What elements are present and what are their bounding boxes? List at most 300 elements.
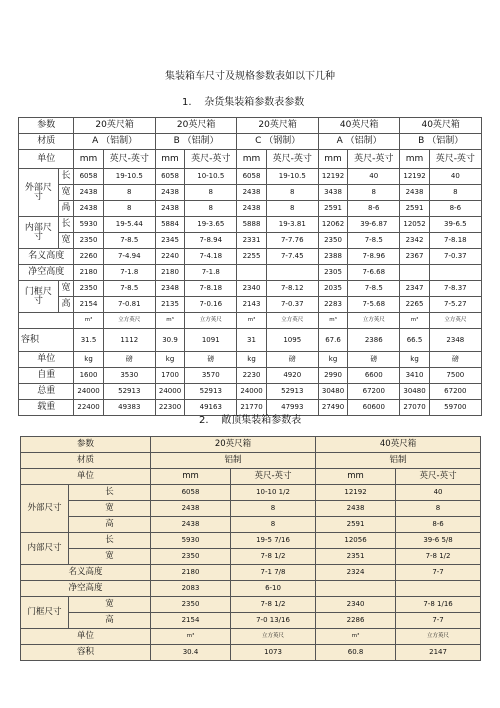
cell: 24000: [74, 384, 103, 400]
unit-cell: mm: [155, 150, 184, 169]
table-row: [19, 201, 482, 217]
general-container-table: [18, 117, 482, 416]
section-heading-1: [182, 93, 304, 108]
cell: 8: [429, 185, 481, 201]
inner-size-label: 内部尺寸: [21, 533, 69, 565]
height-label: 高: [69, 613, 151, 629]
cell: 6058: [155, 169, 184, 185]
cell: 66.5: [400, 329, 429, 352]
cell: 2180: [74, 265, 103, 281]
cell: 7-7.76: [266, 233, 318, 249]
cell: 40: [429, 169, 481, 185]
cell: 2351: [316, 549, 396, 565]
unit-cell: m³: [316, 629, 396, 645]
column-header: 20英尺箱: [74, 118, 156, 134]
unit-cell: m³: [400, 313, 429, 329]
table-row: [21, 517, 481, 533]
unit-cell: mm: [316, 469, 396, 485]
unit-cell: 英尺-英寸: [185, 150, 237, 169]
cell: 2324: [316, 565, 396, 581]
cell: 2438: [237, 185, 266, 201]
cell: 7-7: [396, 613, 481, 629]
cell: 5930: [151, 533, 231, 549]
cell: 2180: [155, 265, 184, 281]
table-row: [19, 368, 482, 384]
cell: 2591: [318, 201, 347, 217]
cell: [266, 265, 318, 281]
cell: 8-6: [348, 201, 400, 217]
unit-cell: kg: [400, 352, 429, 368]
cell: 2143: [237, 297, 266, 313]
cell: 7-0.37: [429, 249, 481, 265]
unit-cell: 磅: [348, 352, 400, 368]
cell: 2350: [151, 597, 231, 613]
unit-cell: 立方英尺: [185, 313, 237, 329]
cell: 8: [185, 185, 237, 201]
cell: 60600: [348, 400, 400, 416]
outer-size-label: 外部尺寸: [21, 485, 69, 533]
unit-cell: 英尺-英寸: [231, 469, 316, 485]
volume-label: 容积: [21, 645, 151, 661]
cell: 7-1.8: [185, 265, 237, 281]
cell: 12056: [316, 533, 396, 549]
cell: 2347: [400, 281, 429, 297]
cell: 7-8 1/2: [231, 597, 316, 613]
unit-cell: kg: [237, 352, 266, 368]
cell: 39-6.5: [429, 217, 481, 233]
section-heading-2: [199, 411, 301, 426]
inner-size-label-line1: 内部尺: [24, 222, 52, 233]
unit-cell: 英尺-英寸: [396, 469, 481, 485]
cell: 52913: [103, 384, 155, 400]
cell: 2342: [400, 233, 429, 249]
cell: 8: [396, 501, 481, 517]
cell: 8: [103, 201, 155, 217]
cell: 30.4: [151, 645, 231, 661]
cell: 7-8.18: [185, 281, 237, 297]
cell: 8: [231, 517, 316, 533]
cell: 2240: [155, 249, 184, 265]
cell: 7-7: [396, 565, 481, 581]
cell: 2180: [151, 565, 231, 581]
cell: 7-8.94: [185, 233, 237, 249]
cell: 7-8.96: [348, 249, 400, 265]
unit-cell: m³: [155, 313, 184, 329]
cell: 3570: [185, 368, 237, 384]
cell: 8: [266, 185, 318, 201]
unit-cell: 立方英尺: [348, 313, 400, 329]
cell: 5930: [74, 217, 103, 233]
cell: 2350: [151, 549, 231, 565]
section-number: 1.: [182, 97, 192, 108]
cell: 2348: [155, 281, 184, 297]
cell: 47993: [266, 400, 318, 416]
table-row: [21, 437, 481, 453]
unit-label: 单位: [21, 469, 151, 485]
cell: 8: [185, 201, 237, 217]
height-label: 咼: [58, 201, 74, 217]
cell: [237, 265, 266, 281]
cell: 1095: [266, 329, 318, 352]
table-row: [19, 313, 482, 329]
table-row: [21, 629, 481, 645]
cell: 40: [348, 169, 400, 185]
cell: 7-8 1/16: [396, 597, 481, 613]
open-top-container-table: [20, 436, 481, 661]
cell: 8-6: [396, 517, 481, 533]
tare-weight-label: 自重: [19, 368, 74, 384]
cell: 2438: [74, 201, 103, 217]
cell: 6058: [74, 169, 103, 185]
cell: 2591: [400, 201, 429, 217]
cell: 12192: [316, 485, 396, 501]
cell: 7-0.37: [266, 297, 318, 313]
unit-cell: 英尺-英寸: [429, 150, 481, 169]
table-row: [21, 581, 481, 597]
width-label: 宽: [58, 233, 74, 249]
cell: 22400: [74, 400, 103, 416]
cell: 7-0.16: [185, 297, 237, 313]
unit-cell: 立方英尺: [103, 313, 155, 329]
unit-cell: mm: [237, 150, 266, 169]
cell: 49163: [185, 400, 237, 416]
column-header: 40英尺箱: [316, 437, 481, 453]
cell: 7-0 13/16: [231, 613, 316, 629]
table-row: [21, 485, 481, 501]
cell: 7-8.5: [103, 281, 155, 297]
cell: 6058: [151, 485, 231, 501]
unit-cell: 磅: [185, 352, 237, 368]
unit-label: 单位: [19, 150, 74, 169]
cell: [396, 581, 481, 597]
cell: 7-8.12: [266, 281, 318, 297]
column-header: 40英尺箱: [318, 118, 400, 134]
material-cell: C （钢制）: [237, 134, 319, 150]
cell: 1073: [231, 645, 316, 661]
height-label: 高: [58, 297, 74, 313]
cell: 2340: [316, 597, 396, 613]
height-label: 高: [69, 517, 151, 533]
blank-cell: [19, 313, 74, 329]
cell: 2305: [318, 265, 347, 281]
material-cell: A （铝制）: [318, 134, 400, 150]
cell: 1600: [74, 368, 103, 384]
unit-cell: 立方英尺: [231, 629, 316, 645]
table-row: [19, 233, 482, 249]
cell: 7-6.68: [348, 265, 400, 281]
cell: 7-0.81: [103, 297, 155, 313]
cell: 2035: [318, 281, 347, 297]
unit-cell: m³: [151, 629, 231, 645]
cell: 31: [237, 329, 266, 352]
param-header: 参数: [21, 437, 151, 453]
material-cell: A （铝制）: [74, 134, 156, 150]
table-row: [19, 249, 482, 265]
cell: 2350: [74, 233, 103, 249]
cell: 8: [231, 501, 316, 517]
section-title: 敞顶集装箱参数表: [221, 415, 302, 426]
cell: 6600: [348, 368, 400, 384]
outer-size-label-line1: 外部尺: [24, 182, 52, 193]
cell: 8: [348, 185, 400, 201]
column-header: 20英尺箱: [151, 437, 316, 453]
width-label: 宽: [69, 597, 151, 613]
cell: 12192: [400, 169, 429, 185]
cell: 2340: [237, 281, 266, 297]
cell: 24000: [237, 384, 266, 400]
cell: 12192: [318, 169, 347, 185]
unit-cell: 英尺-英寸: [266, 150, 318, 169]
volume-label: 容积: [19, 329, 74, 352]
cell: 8-6: [429, 201, 481, 217]
cell: [316, 581, 396, 597]
table-row: [19, 265, 482, 281]
column-header: 40英尺箱: [400, 118, 482, 134]
cell: 7-1 7/8: [231, 565, 316, 581]
cell: 2154: [74, 297, 103, 313]
cell: 8: [103, 185, 155, 201]
cell: [429, 265, 481, 281]
material-label: 材质: [21, 453, 151, 469]
cell: 2990: [318, 368, 347, 384]
table-row: [21, 613, 481, 629]
unit-cell: 英尺-英寸: [348, 150, 400, 169]
cell: 60.8: [316, 645, 396, 661]
cell: 2591: [316, 517, 396, 533]
cell: 2438: [400, 185, 429, 201]
unit-cell: 立方英尺: [266, 313, 318, 329]
cell: 2154: [151, 613, 231, 629]
width-label: 宽: [69, 501, 151, 517]
clear-height-label: 净空高度: [19, 265, 74, 281]
cell: 7-8 1/2: [231, 549, 316, 565]
outer-size-label-line2: 寸: [33, 191, 43, 202]
table-row: [21, 453, 481, 469]
material-cell: B （铝制）: [155, 134, 237, 150]
cell: 39-6 5/8: [396, 533, 481, 549]
unit-label: 单位: [19, 352, 74, 368]
cell: 4920: [266, 368, 318, 384]
cell: 52913: [185, 384, 237, 400]
width-label: 宽: [69, 549, 151, 565]
unit-cell: mm: [318, 150, 347, 169]
table-row: [21, 565, 481, 581]
unit-cell: m³: [318, 313, 347, 329]
table-row: [19, 118, 482, 134]
cell: 2438: [151, 501, 231, 517]
cell: 12062: [318, 217, 347, 233]
cell: 19-3.65: [185, 217, 237, 233]
cell: 59700: [429, 400, 481, 416]
cell: 2255: [237, 249, 266, 265]
cell: 12052: [400, 217, 429, 233]
table-row: [19, 169, 482, 185]
table-row: [19, 134, 482, 150]
cell: 39-6.87: [348, 217, 400, 233]
unit-cell: 英尺-英寸: [103, 150, 155, 169]
table-row: [19, 352, 482, 368]
cell: 27490: [318, 400, 347, 416]
cell: 2350: [318, 233, 347, 249]
unit-cell: mm: [151, 469, 231, 485]
inner-size-label-line2: 寸: [33, 231, 43, 242]
table-row: [19, 384, 482, 400]
cell: 1112: [103, 329, 155, 352]
cell: 19-10.5: [103, 169, 155, 185]
unit-cell: 磅: [429, 352, 481, 368]
unit-cell: m³: [74, 313, 103, 329]
cell: 19-10.5: [266, 169, 318, 185]
cell: 30480: [318, 384, 347, 400]
cell: 7-1.8: [103, 265, 155, 281]
width-label: 宽: [58, 281, 74, 297]
nominal-height-label: 名义高度: [19, 249, 74, 265]
table-row: [19, 217, 482, 233]
cell: 10-10.5: [185, 169, 237, 185]
unit-cell: kg: [155, 352, 184, 368]
cell: 1091: [185, 329, 237, 352]
cell: 2260: [74, 249, 103, 265]
cell: 67200: [429, 384, 481, 400]
length-label: 长: [58, 217, 74, 233]
table-row: [21, 469, 481, 485]
cell: 6-10: [231, 581, 316, 597]
cell: 21770: [237, 400, 266, 416]
door-size-label: 门框尺寸: [21, 597, 69, 629]
table-row: [21, 533, 481, 549]
cell: 2438: [155, 201, 184, 217]
table-row: [19, 329, 482, 352]
cell: 7-5.27: [429, 297, 481, 313]
section-title: 杂货集装箱参数表参数: [204, 97, 305, 108]
table-row: [19, 281, 482, 297]
section-number: 2.: [199, 415, 209, 426]
unit-cell: m³: [237, 313, 266, 329]
length-label: 长: [69, 485, 151, 501]
outer-size-label: [19, 169, 59, 217]
cell: 52913: [266, 384, 318, 400]
door-size-label-line2: 寸: [33, 295, 43, 306]
cell: 2265: [400, 297, 429, 313]
cell: 8: [266, 201, 318, 217]
cell: 2350: [74, 281, 103, 297]
door-size-label: [19, 281, 59, 313]
door-size-label-line1: 门框尺: [24, 286, 52, 297]
table-row: [21, 501, 481, 517]
cell: 7-8.5: [103, 233, 155, 249]
column-header: 20英尺箱: [155, 118, 237, 134]
material-cell: 铝制: [151, 453, 316, 469]
cell: 19-5.44: [103, 217, 155, 233]
table-row: [19, 150, 482, 169]
table-row: [19, 297, 482, 313]
cell: 5888: [237, 217, 266, 233]
cell: 67.6: [318, 329, 347, 352]
unit-cell: kg: [74, 352, 103, 368]
unit-cell: 立方英尺: [429, 313, 481, 329]
width-label: 宽: [58, 185, 74, 201]
table-row: [21, 597, 481, 613]
cell: 7-8.37: [429, 281, 481, 297]
unit-cell: kg: [318, 352, 347, 368]
cell: 2388: [318, 249, 347, 265]
cell: 24000: [155, 384, 184, 400]
nominal-height-label: 名义高度: [21, 565, 151, 581]
table-row: [21, 645, 481, 661]
cell: 30.9: [155, 329, 184, 352]
document-title: 集装箱车尺寸及规格参数表如以下几种: [165, 71, 335, 82]
cell: 2283: [318, 297, 347, 313]
cell: 40: [396, 485, 481, 501]
unit-cell: 磅: [266, 352, 318, 368]
cell: 7-8.5: [348, 233, 400, 249]
cell: 10-10 1/2: [231, 485, 316, 501]
unit-cell: 磅: [103, 352, 155, 368]
material-cell: B （铝制）: [400, 134, 482, 150]
table-row: [21, 549, 481, 565]
cell: 6058: [237, 169, 266, 185]
cell: 2331: [237, 233, 266, 249]
gross-weight-label: 总重: [19, 384, 74, 400]
cell: 7-4.18: [185, 249, 237, 265]
cell: 7-8 1/2: [396, 549, 481, 565]
cell: 2386: [348, 329, 400, 352]
cell: 7-7.45: [266, 249, 318, 265]
material-label: 材质: [19, 134, 74, 150]
param-header: 参数: [19, 118, 74, 134]
unit-label: 单位: [21, 629, 151, 645]
column-header: 20英尺箱: [237, 118, 319, 134]
payload-label: 载重: [19, 400, 74, 416]
cell: 2083: [151, 581, 231, 597]
cell: 2147: [396, 645, 481, 661]
cell: 2348: [429, 329, 481, 352]
cell: 5884: [155, 217, 184, 233]
cell: 22300: [155, 400, 184, 416]
cell: 2345: [155, 233, 184, 249]
cell: 31.5: [74, 329, 103, 352]
table-row: [19, 185, 482, 201]
cell: 67200: [348, 384, 400, 400]
cell: 2135: [155, 297, 184, 313]
material-cell: 铝制: [316, 453, 481, 469]
cell: 30480: [400, 384, 429, 400]
cell: 2367: [400, 249, 429, 265]
cell: 2438: [74, 185, 103, 201]
cell: [400, 265, 429, 281]
length-label: 长: [58, 169, 74, 185]
cell: 27070: [400, 400, 429, 416]
cell: 3530: [103, 368, 155, 384]
cell: 49383: [103, 400, 155, 416]
unit-cell: mm: [400, 150, 429, 169]
cell: 2438: [151, 517, 231, 533]
cell: 2438: [155, 185, 184, 201]
cell: 3438: [318, 185, 347, 201]
cell: 3410: [400, 368, 429, 384]
inner-size-label: [19, 217, 59, 249]
unit-cell: 立方英尺: [396, 629, 481, 645]
cell: 19-3.81: [266, 217, 318, 233]
cell: 7-5.68: [348, 297, 400, 313]
cell: 2286: [316, 613, 396, 629]
length-label: 长: [69, 533, 151, 549]
cell: 7-8.18: [429, 233, 481, 249]
cell: 7-8.5: [348, 281, 400, 297]
clear-height-label: 净空高度: [21, 581, 151, 597]
unit-cell: mm: [74, 150, 103, 169]
cell: 2438: [316, 501, 396, 517]
